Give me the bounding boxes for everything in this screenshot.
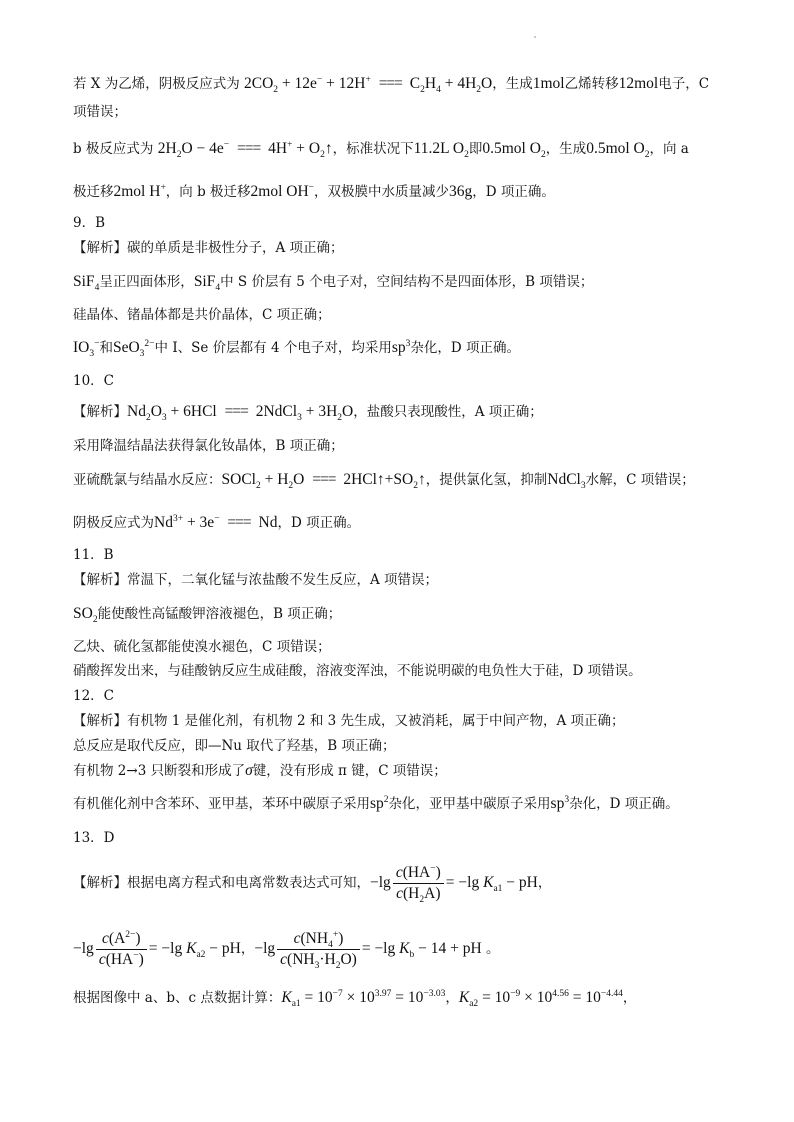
text-run: 即 xyxy=(468,141,483,157)
formula-line xyxy=(73,863,754,906)
formula: SiF$_4$ xyxy=(193,273,221,294)
formula: SiF$_4$ xyxy=(73,273,100,294)
formula: σ xyxy=(245,762,253,779)
text-run: 【解析】根据电离方程式和电离常数表达式可知， xyxy=(73,875,370,892)
text-run: 乙炔、硫化氢都能使溴水褪色，C 项错误； xyxy=(73,639,331,655)
text-run: ，双极膜中水质量减少 xyxy=(314,184,450,200)
text-run: 键，没有形成 π 键，C 项错误； xyxy=(252,763,447,779)
text-run: 【解析】有机物 1 是催化剂，有机物 2 和 3 先生成，又被消耗，属于中间产物，A 项正确； xyxy=(73,713,625,729)
text-run: 12．C xyxy=(73,688,115,704)
text-line xyxy=(73,661,754,681)
text-run: ， xyxy=(537,875,552,892)
scan-speck xyxy=(534,36,536,38)
text-run: b 极反应式为 xyxy=(73,141,158,157)
text-line xyxy=(73,436,754,456)
text-run: 杂化，D 项正确。 xyxy=(569,796,679,812)
text-run: ，生成 xyxy=(545,141,587,157)
text-run: ，D 项正确。 xyxy=(472,184,555,200)
text-run: 【解析】 xyxy=(73,404,127,420)
formula: $K_{a1} = 10^{-7} \times 10^{3.97} = 10^{-3.03}$ xyxy=(281,988,446,1010)
formula: −lg $\frac{c(HA^-)}{c(H_2A)}$ = −lg $K_{a1}$ − pH xyxy=(370,863,538,906)
question-number xyxy=(73,828,754,848)
formula: 2mol OH− xyxy=(250,182,315,200)
question-number xyxy=(73,371,754,391)
text-run: ，生成 xyxy=(492,76,533,92)
text-run: ，向 b 极迁移 xyxy=(165,184,251,200)
text-line xyxy=(73,272,754,292)
formula: $SO_2$ xyxy=(73,605,98,626)
formula: $2H_2O - 4e^-$ === $4H^+ + O_2↑$ xyxy=(157,139,333,161)
text-line xyxy=(73,470,754,490)
formula: $IO_3^-$ xyxy=(73,338,100,360)
text-run: 采用降温结晶法获得氯化钕晶体，B 项正确； xyxy=(73,438,344,454)
formula: 2mol H+ xyxy=(113,182,166,200)
text-run: 总反应是取代反应，即—Nu 取代了羟基，B 项正确； xyxy=(73,738,396,754)
text-run: 电子，C xyxy=(658,76,710,92)
text-line xyxy=(73,139,754,159)
text-run: 硝酸挥发出来，与硅酸钠反应生成硅酸，溶液变浑浊，不能说明碳的电负性大于硅，D 项错误。 xyxy=(73,663,642,679)
text-run: 乙烯转移 xyxy=(564,76,619,92)
text-run: 【解析】碳的单质是非极性分子，A 项正确； xyxy=(73,240,344,256)
text-run: 杂化，亚甲基中碳原子采用 xyxy=(388,796,551,812)
formula: 0.5mol $O_2$ xyxy=(586,140,650,161)
formula: NdCl$_3$ xyxy=(547,471,586,492)
formula: 12mol xyxy=(618,75,659,92)
text-run: 。 xyxy=(481,941,500,958)
text-run: 硅晶体、锗晶体都是共价晶体，C 项正确； xyxy=(73,307,331,323)
text-run: ， xyxy=(445,990,459,1006)
formula: SeO$_3^{2-}$ xyxy=(112,338,155,360)
question-number xyxy=(73,686,754,706)
text-line xyxy=(73,182,754,202)
formula: $2CO_2 + 12e^- + 12H^+$ === $C_2H_4 + 4H_2O$ xyxy=(243,74,493,96)
text-run: 项错误； xyxy=(73,104,127,120)
text-line xyxy=(73,305,754,325)
text-run: 根据图像中 a、b、c 点数据计算： xyxy=(73,990,282,1006)
text-line xyxy=(73,513,754,533)
text-run: ， xyxy=(622,990,637,1006)
formula: 1mol xyxy=(532,75,565,92)
text-line xyxy=(73,570,754,590)
text-line xyxy=(73,102,754,122)
formula: −lg $\frac{c(NH_4^+)}{c(NH_3\cdot H_2O)}$ = −lg $K_b - 14$ + pH xyxy=(254,929,482,972)
text-line xyxy=(73,711,754,731)
formula: $sp^3$ xyxy=(391,338,411,356)
text-run: 水解，C 项错误； xyxy=(585,472,695,488)
text-line xyxy=(73,637,754,657)
formula: $sp^2$ xyxy=(370,794,389,812)
text-line xyxy=(73,238,754,258)
formula: SOCl$_2$ + $H_2O$ === $2HCl↑+SO_2↑$ xyxy=(221,471,426,492)
text-run: 10．C xyxy=(73,373,115,389)
text-run: ，向 a xyxy=(649,141,689,157)
text-run: 中 S 价层有 5 个电子对，空间结构不是四面体形，B 项错误； xyxy=(220,274,594,290)
text-line xyxy=(73,402,754,422)
text-run: 杂化，D 项正确。 xyxy=(410,340,521,356)
text-run: ， xyxy=(240,941,255,958)
text-line xyxy=(73,761,754,781)
question-number xyxy=(73,213,754,233)
formula: 11.2L $O_2$ xyxy=(413,140,469,161)
text-line xyxy=(73,794,754,814)
text-line xyxy=(73,338,754,358)
text-run: 和 xyxy=(99,340,113,356)
text-run: 若 X 为乙烯，阴极反应式为 xyxy=(73,76,244,92)
formula: 0.5mol $O_2$ xyxy=(482,140,546,161)
text-run: 11．B xyxy=(73,547,114,563)
formula: $K_{a2} = 10^{-9} \times 10^{4.56} = 10^{-4.44}$ xyxy=(458,988,623,1010)
text-run: ，盐酸只表现酸性，A 项正确； xyxy=(353,404,543,420)
text-run: ，D 项正确。 xyxy=(277,515,361,531)
text-run: 能使酸性高锰酸钾溶液褪色，B 项正确； xyxy=(97,606,342,622)
formula: $Nd_2O_3 + 6HCl$ === 2NdCl$_3$ + $3H_2O$ xyxy=(127,403,354,424)
text-run: ，提供氯化氢，抑制 xyxy=(425,472,548,488)
text-run: ，标准状况下 xyxy=(332,141,414,157)
text-line xyxy=(73,74,754,94)
text-run: 有机物 2→3 只断裂和形成了 xyxy=(73,763,246,779)
text-line xyxy=(73,988,754,1008)
text-run: 呈正四面体形， xyxy=(99,274,194,290)
text-run: 【解析】常温下，二氧化锰与浓盐酸不发生反应，A 项错误； xyxy=(73,572,439,588)
text-run: 13．D xyxy=(73,830,115,846)
text-run: 有机催化剂中含苯环、亚甲基，苯环中碳原子采用 xyxy=(73,796,370,812)
question-number xyxy=(73,545,754,565)
text-run: 9．B xyxy=(73,215,106,231)
formula: $Nd^{3+} + 3e^-$ === Nd xyxy=(154,513,278,531)
formula: $sp^3$ xyxy=(550,794,570,812)
formula: 36g xyxy=(449,183,473,200)
formula: −lg $\frac{c(A^{2-})}{c(HA^-)}$ = −lg $K_{a2}$ − pH xyxy=(73,929,241,968)
text-line xyxy=(73,604,754,624)
text-run: 中 I、Se 价层都有 4 个电子对，均采用 xyxy=(154,340,392,356)
text-line xyxy=(73,736,754,756)
formula-line xyxy=(73,929,754,972)
text-run: 亚硫酰氯与结晶水反应： xyxy=(73,472,222,488)
text-run: 极迁移 xyxy=(73,184,114,200)
text-run: 阴极反应式为 xyxy=(73,515,154,531)
